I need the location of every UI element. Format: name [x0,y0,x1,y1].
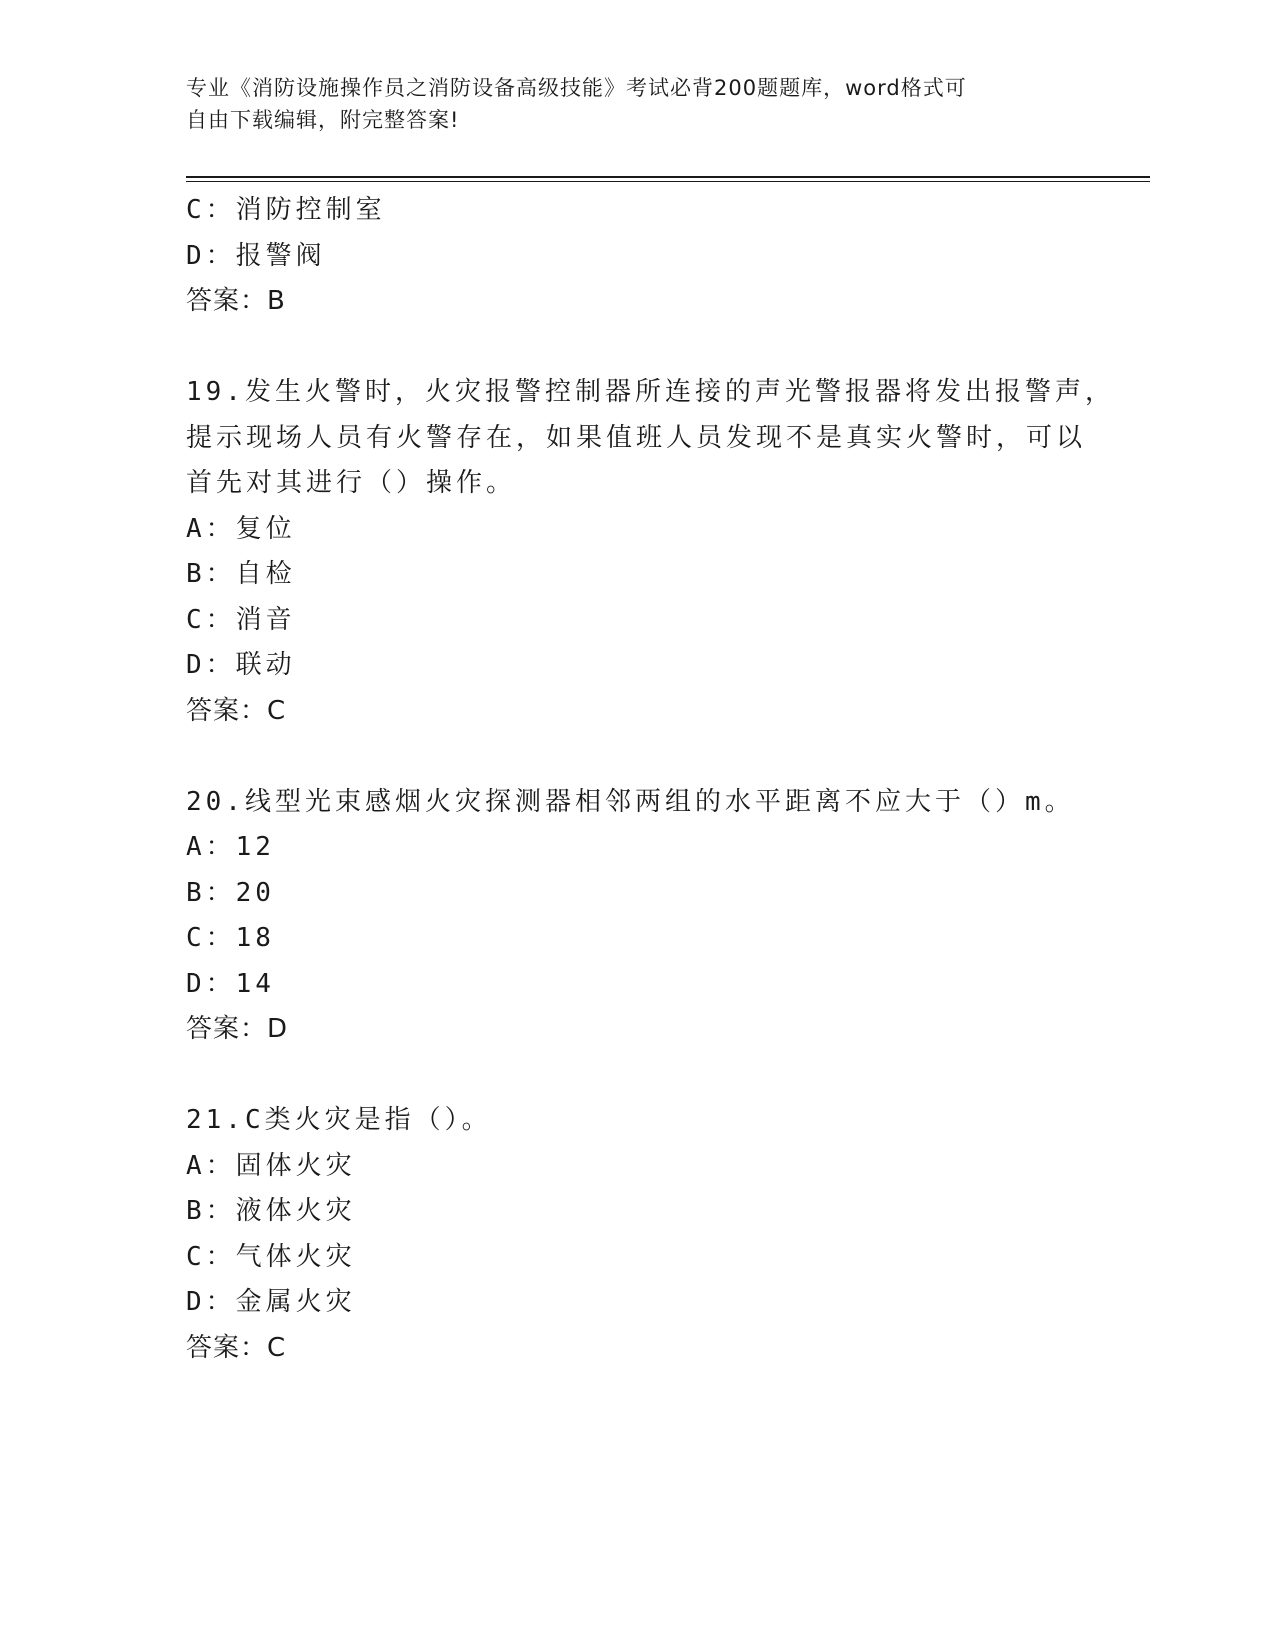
option-b: B：自检 [186,559,296,589]
question-text-line: 首先对其进行（）操作。 [186,468,517,498]
question-19 [186,370,1115,734]
option-b: B：液体火灾 [186,1196,356,1226]
question-21 [186,1098,1086,1371]
option-c: C：消防控制室 [186,195,386,225]
option-d: D：14 [186,968,275,999]
option-b: B：20 [186,877,275,908]
answer: 答案：C [186,695,287,726]
option-a: A：12 [186,832,275,862]
option-a: A：固体火灾 [186,1150,356,1181]
option-c: C：气体火灾 [186,1241,356,1272]
answer: 答案：B [186,286,286,316]
option-d: D：报警阀 [186,240,326,271]
header-divider-thick [186,176,1150,178]
question-18-tail [186,188,1086,325]
option-c: C：18 [186,923,275,953]
answer: 答案：D [186,1014,289,1044]
header-divider-thin [186,181,1150,182]
question-20 [186,780,1086,1053]
header-line-2: 自由下载编辑，附完整答案! [186,108,460,132]
option-c: C：消音 [186,604,296,635]
question-text-line: 21.C类火灾是指（）。 [186,1105,492,1135]
question-text-line: 19.发生火警时，火灾报警控制器所连接的声光警报器将发出报警声， [186,377,1115,407]
option-a: A：复位 [186,513,296,544]
document-header [186,72,1066,136]
question-text-line: 20.线型光束感烟火灾探测器相邻两组的水平距离不应大于（）m。 [186,786,1075,817]
question-text-line: 提示现场人员有火警存在，如果值班人员发现不是真实火警时，可以 [186,422,1087,453]
option-d: D：联动 [186,650,296,680]
question-list [186,188,1115,1371]
option-d: D：金属火灾 [186,1287,356,1317]
answer: 答案：C [186,1332,287,1363]
header-line-1: 专业《消防设施操作员之消防设备高级技能》考试必背200题题库，word格式可 [186,76,967,100]
